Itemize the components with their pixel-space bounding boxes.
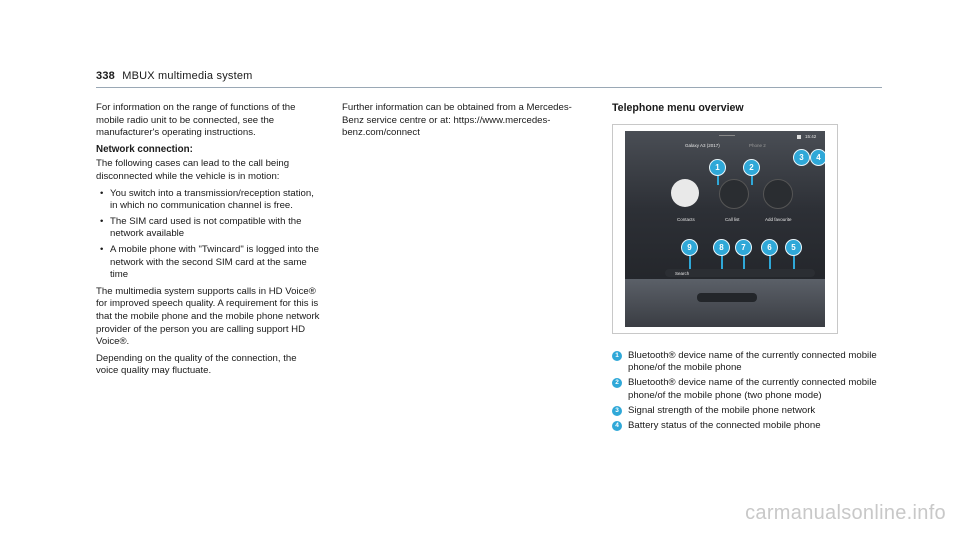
search-label[interactable]: Search [675,271,690,276]
device-name-label: Galaxy A3 (2017) [685,143,720,148]
display-screen [625,131,825,327]
clock-label: 15:42 [805,134,817,139]
legend-text: Battery status of the connected mobile phone [628,420,821,432]
callout-1: 1 [709,159,726,176]
callout-5: 5 [785,239,802,256]
legend-item [612,420,882,432]
watermark: carmanualsonline.info [745,502,946,524]
call-list-icon[interactable] [719,179,749,209]
legend-text: Signal strength of the mobile phone network [628,404,816,416]
callout-8: 8 [713,239,730,256]
callout-3: 3 [793,149,810,166]
callout-4: 4 [810,149,825,166]
callout-7: 7 [735,239,752,256]
list-item: • A mobile phone with "Twincard" is logged into the network with the second SIM card at the same time [110,244,320,282]
lead-text: The following cases can lead to the call being disconnected while the vehicle is in motion: [96,158,290,182]
legend-number: 2 [612,378,622,388]
header-title: MBUX multimedia system [122,70,253,82]
callout-2: 2 [743,159,760,176]
middle-column [342,102,572,144]
page-number: 338 [96,70,115,82]
legend-item [612,405,882,417]
callout-stem [793,255,795,269]
home-bar[interactable] [697,293,757,302]
legend-number: 1 [612,351,622,361]
console-area [625,279,825,327]
legend-text: Bluetooth® device name of the currently connected mobile phone/of the mobile phone (two phone mode) [628,377,877,401]
legend-item [612,377,882,401]
legend-item [612,350,882,374]
hd-voice-text: The multimedia system supports calls in HD Voice® for improved speech quality. A requirement for this is that the mobile phone and the mobile phone network provider of the person you are calling support HD Voice®. [96,285,320,348]
intro-text: For information on the range of functions of the mobile radio unit to be connected, see the manufacturer's operating instructions. [96,102,296,139]
signal-icon [797,135,801,139]
callout-stem [769,255,771,269]
callout-stem [689,255,691,269]
right-column-heading-wrap [612,102,882,125]
header-rule [96,87,882,88]
telephone-menu-heading: Telephone menu overview [612,102,744,114]
network-heading: Network connection: [96,143,193,155]
telephone-screenshot [612,124,838,334]
add-favourite-icon[interactable] [763,179,793,209]
left-column [96,102,320,382]
bullet-list [96,188,320,282]
handle-bar [719,135,735,136]
callout-9: 9 [681,239,698,256]
call-list-label: Call list [725,217,740,222]
legend-number: 3 [612,406,622,416]
contacts-label: Contacts [677,217,695,222]
further-info-text: Further information can be obtained from a Mercedes-Benz service centre or at: https://www.mercedes-benz.com/connect [342,102,572,139]
quality-text: Depending on the quality of the connection, the voice quality may fluctuate. [96,352,297,377]
callout-6: 6 [761,239,778,256]
callout-stem [743,255,745,269]
page-header [96,70,253,82]
phone2-label: Phone 2 [749,143,766,148]
callout-stem [721,255,723,269]
legend-text: Bluetooth® device name of the currently connected mobile phone/of the mobile phone [628,350,877,374]
list-item: • You switch into a transmission/reception station, in which no communication channel is free. [110,188,320,213]
legend-list [612,350,882,435]
add-favourite-label: Add favourite [765,217,792,222]
callout-stem [717,175,719,185]
callout-stem [751,175,753,185]
list-item: • The SIM card used is not compatible with the network available [110,216,320,241]
legend-number: 4 [612,421,622,431]
contacts-icon[interactable] [671,179,699,207]
